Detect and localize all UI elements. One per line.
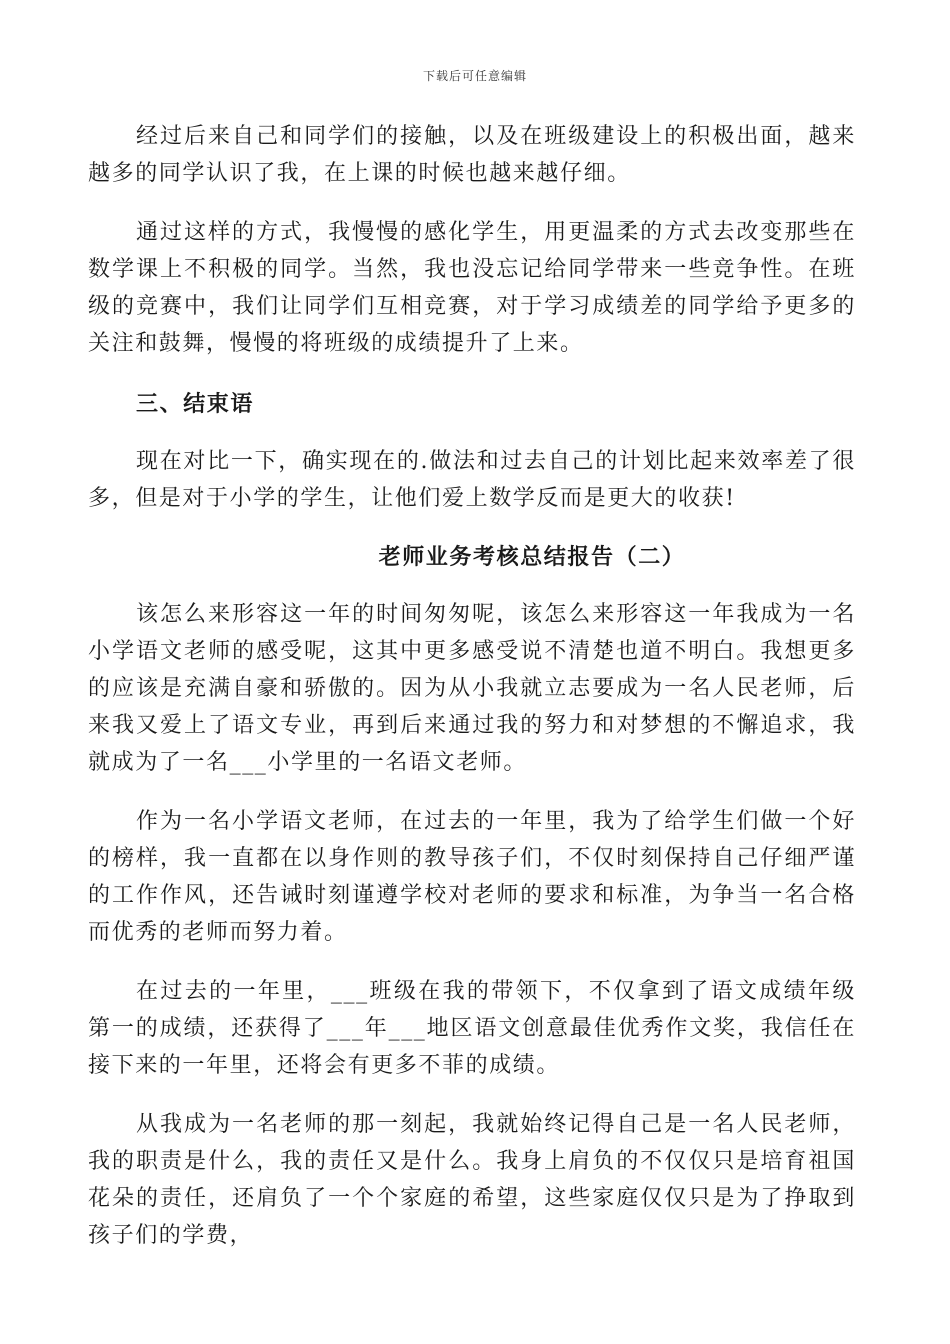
paragraph: 在过去的一年里，___班级在我的带领下，不仅拿到了语文成绩年级第一的成绩，还获得了___年___地区语文创意最佳优秀作文奖，我信任在接下来的一年里，还将会有更多不菲的成绩。: [88, 979, 856, 1078]
section-heading: 三、结束语: [136, 391, 255, 417]
paragraph: 该怎么来形容这一年的时间匆匆呢，该怎么来形容这一年我成为一名小学语文老师的感受呢，这其中更多感受说不清楚也道不明白。我想更多的应该是充满自豪和骄傲的。因为从小我就立志要成为一名人民老师，后来我又爱上了语文专业，再到后来通过我的努力和对梦想的不懈追求，我就成为了一名___小学里的一名语文老师。: [88, 602, 856, 775]
page-header: 下载后可任意编辑: [422, 69, 527, 83]
report-title: 老师业务考核总结报告（二）: [378, 544, 686, 570]
paragraph: 从我成为一名老师的那一刻起，我就始终记得自己是一名人民老师，我的职责是什么，我的责任又是什么。我身上肩负的不仅仅只是培育祖国花朵的责任，还肩负了一个个家庭的希望，这些家庭仅仅只是为了挣取到孩子们的学费，: [88, 1112, 856, 1248]
paragraph: 经过后来自己和同学们的接触，以及在班级建设上的积极出面，越来越多的同学认识了我，在上课的时候也越来越仔细。: [88, 124, 856, 186]
document-body: [88, 118, 856, 1254]
paragraph: 现在对比一下，确实现在的.做法和过去自己的计划比起来效率差了很多，但是对于小学的学生，让他们爱上数学反而是更大的收获!: [88, 449, 856, 511]
paragraph: 通过这样的方式，我慢慢的感化学生，用更温柔的方式去改变那些在数学课上不积极的同学。当然，我也没忘记给同学带来一些竞争性。在班级的竞赛中，我们让同学们互相竞赛，对于学习成绩差的同学给予更多的关注和鼓舞，慢慢的将班级的成绩提升了上来。: [88, 220, 856, 356]
paragraph: 作为一名小学语文老师，在过去的一年里，我为了给学生们做一个好的榜样，我一直都在以身作则的教导孩子们，不仅时刻保持自己仔细严谨的工作作风，还告诫时刻谨遵学校对老师的要求和标准，为争当一名合格而优秀的老师而努力着。: [88, 809, 856, 945]
